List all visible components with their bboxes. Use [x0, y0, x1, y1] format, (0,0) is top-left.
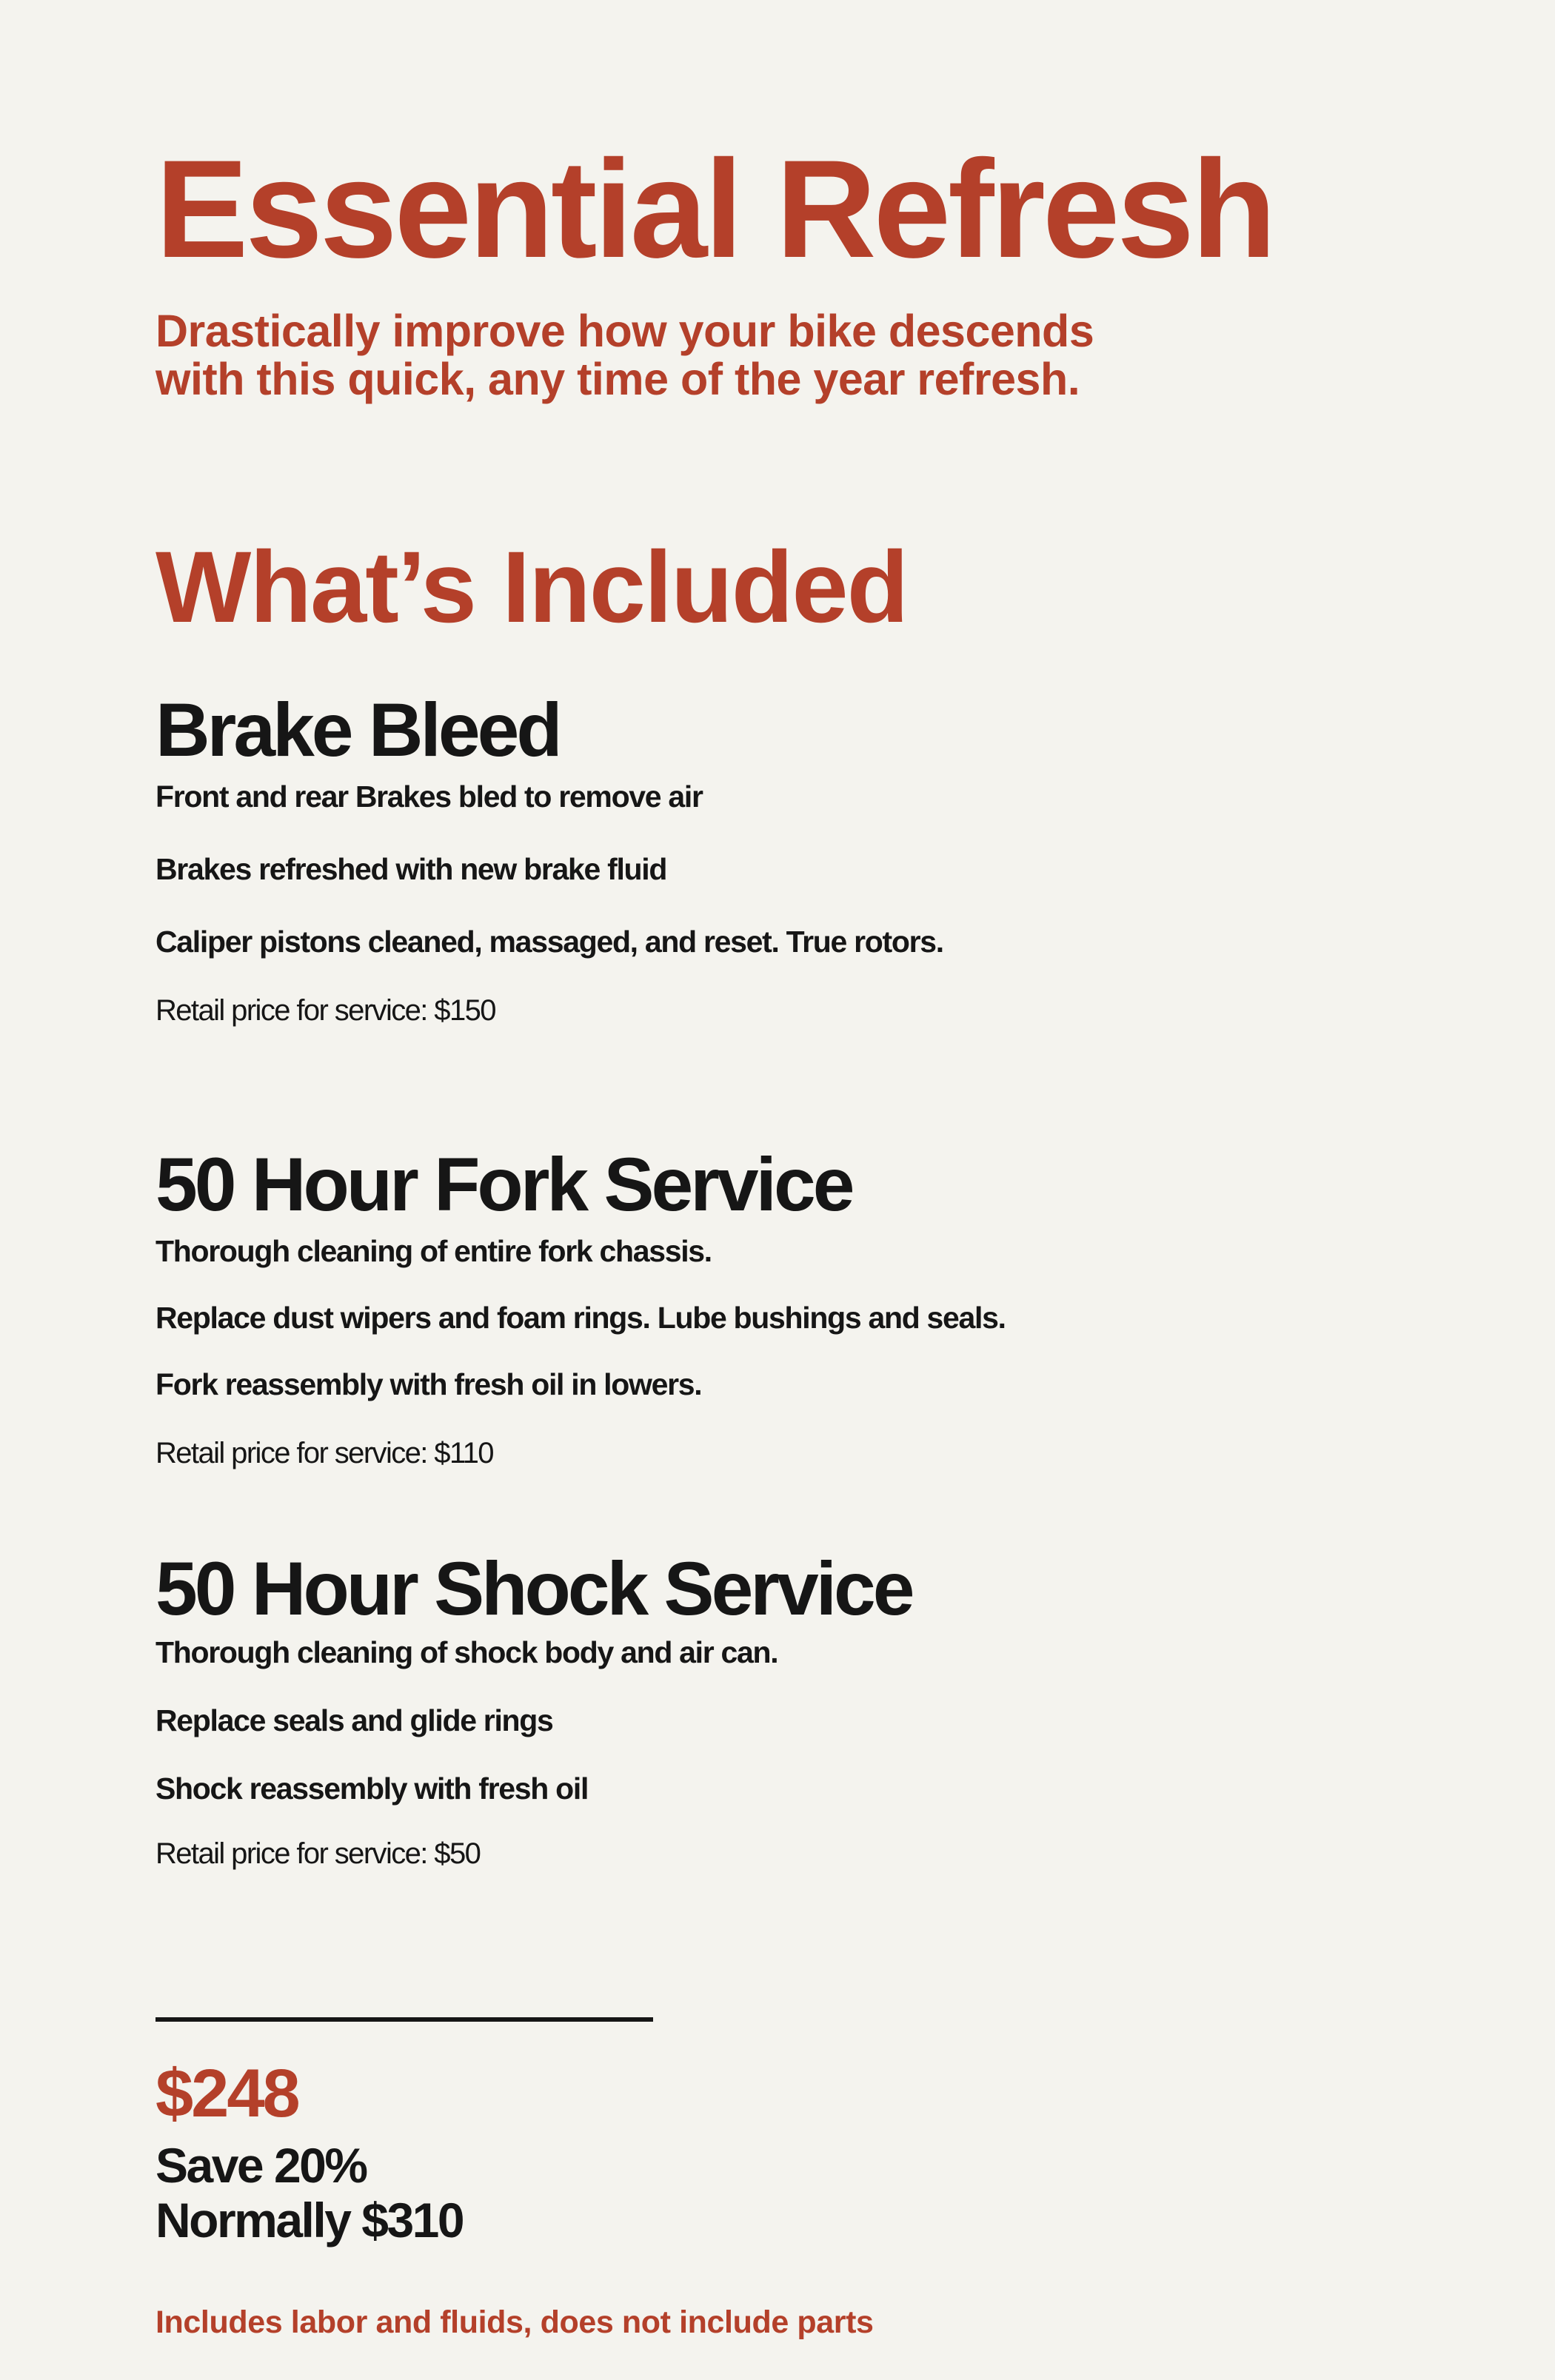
- service-item: Shock reassembly with fresh oil: [156, 1771, 589, 1806]
- service-title: Brake Bleed: [156, 688, 560, 772]
- service-retail-price: Retail price for service: $50: [156, 1837, 481, 1870]
- footnote: Includes labor and fluids, does not include parts: [156, 2304, 874, 2340]
- service-item-list: [156, 780, 1414, 959]
- service-brake-bleed: [156, 688, 1414, 1028]
- bundle-price: $248: [156, 2056, 298, 2131]
- service-item: Thorough cleaning of shock body and air can.: [156, 1635, 778, 1669]
- service-item: Replace seals and glide rings: [156, 1703, 553, 1737]
- service-shock: [156, 1546, 1414, 1871]
- subtitle-line: with this quick, any time of the year refresh.: [156, 354, 1080, 404]
- service-item: Replace dust wipers and foam rings. Lube bushings and seals.: [156, 1301, 1006, 1335]
- service-retail-price: Retail price for service: $110: [156, 1437, 493, 1469]
- whats-included-heading: What’s Included: [156, 531, 908, 644]
- service-fork: [156, 1142, 1414, 1470]
- normal-price: Normally $310: [156, 2193, 464, 2247]
- service-retail-price: Retail price for service: $150: [156, 994, 495, 1027]
- savings-percent: Save 20%: [156, 2138, 367, 2193]
- service-item-list: [156, 1635, 1414, 1806]
- service-item: Fork reassembly with fresh oil in lowers.: [156, 1367, 702, 1401]
- service-item: Thorough cleaning of entire fork chassis.: [156, 1234, 712, 1268]
- service-title: 50 Hour Shock Service: [156, 1546, 912, 1631]
- service-item-list: [156, 1234, 1414, 1401]
- service-item: Front and rear Brakes bled to remove air: [156, 780, 703, 814]
- savings-block: [156, 2138, 463, 2247]
- service-title: 50 Hour Fork Service: [156, 1142, 852, 1227]
- service-item: Brakes refreshed with new brake fluid: [156, 852, 667, 886]
- page-title: Essential Refresh: [156, 131, 1274, 286]
- page-subtitle: [156, 307, 1340, 403]
- service-item: Caliper pistons cleaned, massaged, and reset. True rotors.: [156, 925, 943, 959]
- subtitle-line: Drastically improve how your bike descends: [156, 306, 1094, 356]
- divider: [156, 2017, 653, 2022]
